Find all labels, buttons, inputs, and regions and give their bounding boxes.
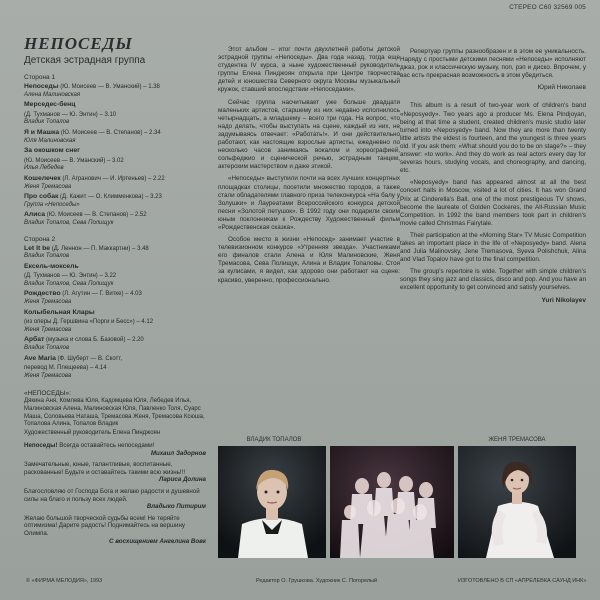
track-title: Ексель-моксель <box>24 262 79 270</box>
russian-paragraph: «Непоседы» выступили почти на всех лучших концертных площадках столицы, посетили множество городов, а также стали обладателями главного приза телеконкурса «На балу у Золушки» и Лауреатами Всероссийского конкурса детской песни «Золотой петушок». В 1992 году они подарили своим юным поклонникам к Рождеству Художественный фильм «Рождественская сказка». <box>218 175 400 231</box>
photo-girl-in-dress <box>458 446 576 558</box>
wish-body: Всегда оставайтесь непоседами! <box>57 442 155 449</box>
track-entry <box>24 101 212 110</box>
track-title: Колыбельная Клары <box>24 308 95 316</box>
album-subtitle: Детская эстрадная группа <box>24 55 146 66</box>
track-entry <box>24 211 212 227</box>
wish-block <box>24 488 206 511</box>
track-title: Мерседес-бенц <box>24 101 76 109</box>
wish-title: Непоседы! <box>24 442 58 449</box>
track-credit: (Л. Агутин — Г. Витке) – 4.03 <box>60 291 142 298</box>
track-credit: (Д. Тухманов — Ю. Энтин) – 3.10 <box>24 111 117 118</box>
track-entry <box>24 290 212 306</box>
track-performer: Владик Топалов, Сева Полищук <box>24 219 114 226</box>
russian-paragraph: Особое место в жизни «Непосед» занимает участие в телевизионном конкурсе «Утренняя звезда». Участниками его финалов стали Алена и Юля Малиновские, Женя Тремасова, Сева Полищук, Алина и Владик Топаловы. Стоя за кулисами, я видел, как здорово они работают на сцене: красиво, уверенно, профессионально. <box>218 236 400 284</box>
wish-signature: Лариса Долина <box>159 476 206 484</box>
footer-credits: Редактор О. Грушкова. Художник С. Погорелый <box>256 578 378 584</box>
english-liner-notes <box>400 48 586 305</box>
track-credit: (Д. Тухманов — Ю. Энтин) – 3.22 <box>24 273 117 280</box>
track-performer: Женя Тремасова <box>24 372 72 379</box>
wish-text <box>24 488 206 503</box>
track-entry <box>24 336 212 352</box>
track-title: Непоседы <box>24 83 59 90</box>
side-1-tracks <box>24 83 212 228</box>
track-title: Арбат <box>24 336 45 344</box>
track-credit: (из оперы Д. Гершвина «Порги и Бесс») – 4.12 <box>24 319 154 326</box>
track-credit: (Ю. Моисеев — В. Уманский) – 1.38 <box>58 84 160 90</box>
track-entry <box>24 175 212 191</box>
track-entry <box>24 83 212 99</box>
side-1-label: Сторона 1 <box>24 74 56 81</box>
track-performer: Женя Тремасова <box>24 183 72 190</box>
english-paragraph: This album is a result of two-year work of children's band «Neposyedy». Two years ago a producer Ms. Elena Pindjoyan, being at that time a student, created children's music studio later turned into «Neposyedy» band. Now they are more than twenty little artists the eldest is fourteen, and the youngest is three years old. If you ask them: «What should you do to be on stage?» – they answer: «to work». And they do work as real actors every day for severas hours, studying vocals, and choreography, and dancing, etc. <box>400 102 586 175</box>
wish-body: Желаю большой творческой судьбы всем! Не теряйте оптимизма! Дарите радость! Поднимайтесь на вершину Олимпа. <box>24 514 185 537</box>
footer-factory: ИЗГОТОВЛЕНО В СП «АПРЕЛЕВКА САУНД ИНК» <box>458 578 587 584</box>
boy-portrait-image <box>218 446 326 558</box>
track-entry <box>24 129 212 145</box>
russian-liner-notes <box>218 46 400 289</box>
track-entry <box>24 355 212 364</box>
russian-notes-continued <box>400 48 586 80</box>
track-performer: Владик Топалов <box>24 253 70 260</box>
wish-signature: С восхищением Ангелина Вовк <box>109 537 206 545</box>
wish-text <box>24 442 206 450</box>
artistic-director: Художественный руководитель Елена Пинджоян <box>24 429 161 436</box>
track-title: Я и Машка <box>24 128 60 136</box>
signature-english: Yuri Nikolayev <box>541 296 586 304</box>
track-entry <box>24 158 212 173</box>
wish-block <box>24 442 206 457</box>
members-heading: «НЕПОСЕДЫ»: <box>24 390 71 398</box>
track-credit: перевод М. Плещеева) – 4.14 <box>24 365 107 372</box>
track-entry <box>24 112 212 127</box>
track-entry <box>24 365 212 380</box>
track-entry <box>24 193 212 209</box>
track-title: Let It be <box>24 244 51 252</box>
track-entry <box>24 309 212 318</box>
english-paragraph: The group's repertoire is wide. Together with simple children's songs they sing jazz and classics, disco and pop. And you have an excellent opportunity to get convinced and satisfy yourselves. <box>400 268 586 292</box>
side-2-tracks <box>24 245 212 381</box>
girl-photo-image <box>458 446 576 558</box>
album-title: НЕПОСЕДЫ <box>24 34 133 53</box>
english-paragraphs <box>400 102 586 292</box>
wish-text <box>24 515 206 538</box>
track-title: Кошелечек <box>24 174 61 182</box>
track-title: За окошком снег <box>24 147 80 155</box>
track-performer: Юля Малиновская <box>24 137 76 144</box>
side-2-label: Сторона 2 <box>24 235 56 243</box>
english-paragraph: Their participation at the «Morning Star» TV Music Competition takes an important place in the life of «Neposyedy» band. Alena and Julia Malinovsky, Jene Tremasova, Syeva Polishchuk, Alina and Vlad Topalov have got to the final competition. <box>400 231 586 264</box>
track-entry <box>24 273 212 288</box>
wish-block <box>24 515 206 545</box>
track-entry <box>24 319 212 334</box>
track-performer: Женя Тремасова <box>24 299 72 306</box>
track-credit: (Л. Агранович — И. Иртеньев) – 2.22 <box>60 175 165 182</box>
track-credit: (Ф. Шуберт — В. Скотт, <box>55 355 123 362</box>
wish-body: Замечательные, юные, талантливые, воспитанные, раскованные! Будьте и оставайтесь такими всю жизнь!!! <box>24 461 186 476</box>
track-title: Про собак <box>24 193 59 201</box>
track-credit: (Ю. Моисеев — В. Степанов) – 2.52 <box>45 212 147 219</box>
track-performer: Владик Топалов <box>24 345 70 352</box>
track-performer: Алена Малиновская <box>24 91 81 98</box>
tracklist-column <box>24 34 212 437</box>
catalog-number: СТЕРЕО С60 32569 005 <box>509 4 586 11</box>
wish-signature: Михаил Задорнов <box>150 449 206 457</box>
track-credit: (Д. Леннон — П. Маккартни) – 3.48 <box>50 245 149 252</box>
photo-boy-portrait <box>218 446 326 558</box>
track-performer: Илья Лебедев <box>24 165 64 172</box>
track-credit: (Ю. Моисеев — В. Уманский) – 3.02 <box>24 157 124 164</box>
track-performer: Владик Топалов, Сева Полищук <box>24 280 114 287</box>
track-title: Ave Maria <box>24 354 56 362</box>
track-performer: Владик Топалов <box>24 119 70 126</box>
photo-group-on-stage <box>330 446 454 558</box>
track-title: Рождество <box>24 290 61 298</box>
track-performer: Группа «Непоседы» <box>24 201 80 208</box>
members-list: Дякина Аня, Комлева Юля, Кадомцева Юля, Лебедев Илья, Малиновская Алена, Малиновская Юля, Павленко Толя, Суарс Маша, Соловьева Наташа, Тремасова Женя, Тремасова Ксюша, Топалова Алина, Топалов Владик <box>24 398 205 428</box>
group-photo-image <box>330 446 454 558</box>
russian-paragraph: Репертуар группы разнообразен и в этом ее уникальность. Наряду с простыми детскими песнями «Непоседы» исполняют джаз, рок и классическую музыку, поп, рэп и диско. Впрочем, у вас есть прекрасная возможность в этом убедиться. <box>400 48 586 80</box>
photo-caption-topalov: ВЛАДИК ТОПАЛОВ <box>246 437 302 443</box>
wish-signature: Владыко Питирим <box>146 503 206 511</box>
wish-body: Благословляю от Господа Бога и желаю радости и душевной силы на благо и пользу всех людей. <box>24 487 200 503</box>
wish-text <box>24 461 206 476</box>
russian-paragraph: Сейчас группа насчитывает уже больше двадцати маленьких артистов, старшему из них недавно исполнилось четырнадцать, а младшему – всего три года. На вопрос, что надо делать, чтобы выступать на сцене, каждый из них, не задумываясь отвечает: «Работать!». И они действительно работают, как настоящие взрослые артисты, ежедневно по несколько часов занимаясь вокалом и хореографией, сольфеджио и сценической речью, эстрадным танцем, актерским мастерством и даже этикой. <box>218 98 400 171</box>
track-entry <box>24 147 212 156</box>
track-credit: (музыка и слова Б. Базовой) – 2.20 <box>44 337 144 344</box>
wish-block <box>24 461 206 484</box>
track-title: Алиса <box>24 211 46 219</box>
english-paragraph: «Neposyedy» band has appeared almost at all the best concert halls in Moscow, visited a lot of cities. It has won Grand Prix at Cinderella's Ball, one of the most prestigeous TV shows, become the laureate of Golden Cockeres, the All-Russian Music Competition. In 1992 the band members took part in children's movie called Christmas Fairytale. <box>400 179 586 227</box>
track-credit: (Ю. Моисеев — В. Степанов) – 2.34 <box>59 129 161 136</box>
russian-paragraph: Этот альбом – итог почти двухлетней работы детской эстрадной группы «Непоседы». Два года назад, тогда еще студентка IV курса, а ныне художественный руководитель группы Елена Пинджоян открыла при Центре творчества детей и юношества Северного округа Москвы музыкальный кружок, ставший впоследствии «Непоседами». <box>218 46 400 94</box>
track-entry <box>24 263 212 272</box>
track-credit: (Д. Кажит — О. Климменкова) – 3.23 <box>58 194 162 201</box>
track-performer: Женя Тремасова <box>24 326 72 333</box>
track-entry <box>24 245 212 261</box>
photo-caption-tremasova: ЖЕНЯ ТРЕМАСОВА <box>488 437 546 443</box>
signature-russian: Юрий Николаев <box>537 84 586 92</box>
celebrity-wishes <box>24 442 206 549</box>
footer-copyright: © «ФИРМА МЕЛОДИЯ», 1993 <box>26 578 103 584</box>
